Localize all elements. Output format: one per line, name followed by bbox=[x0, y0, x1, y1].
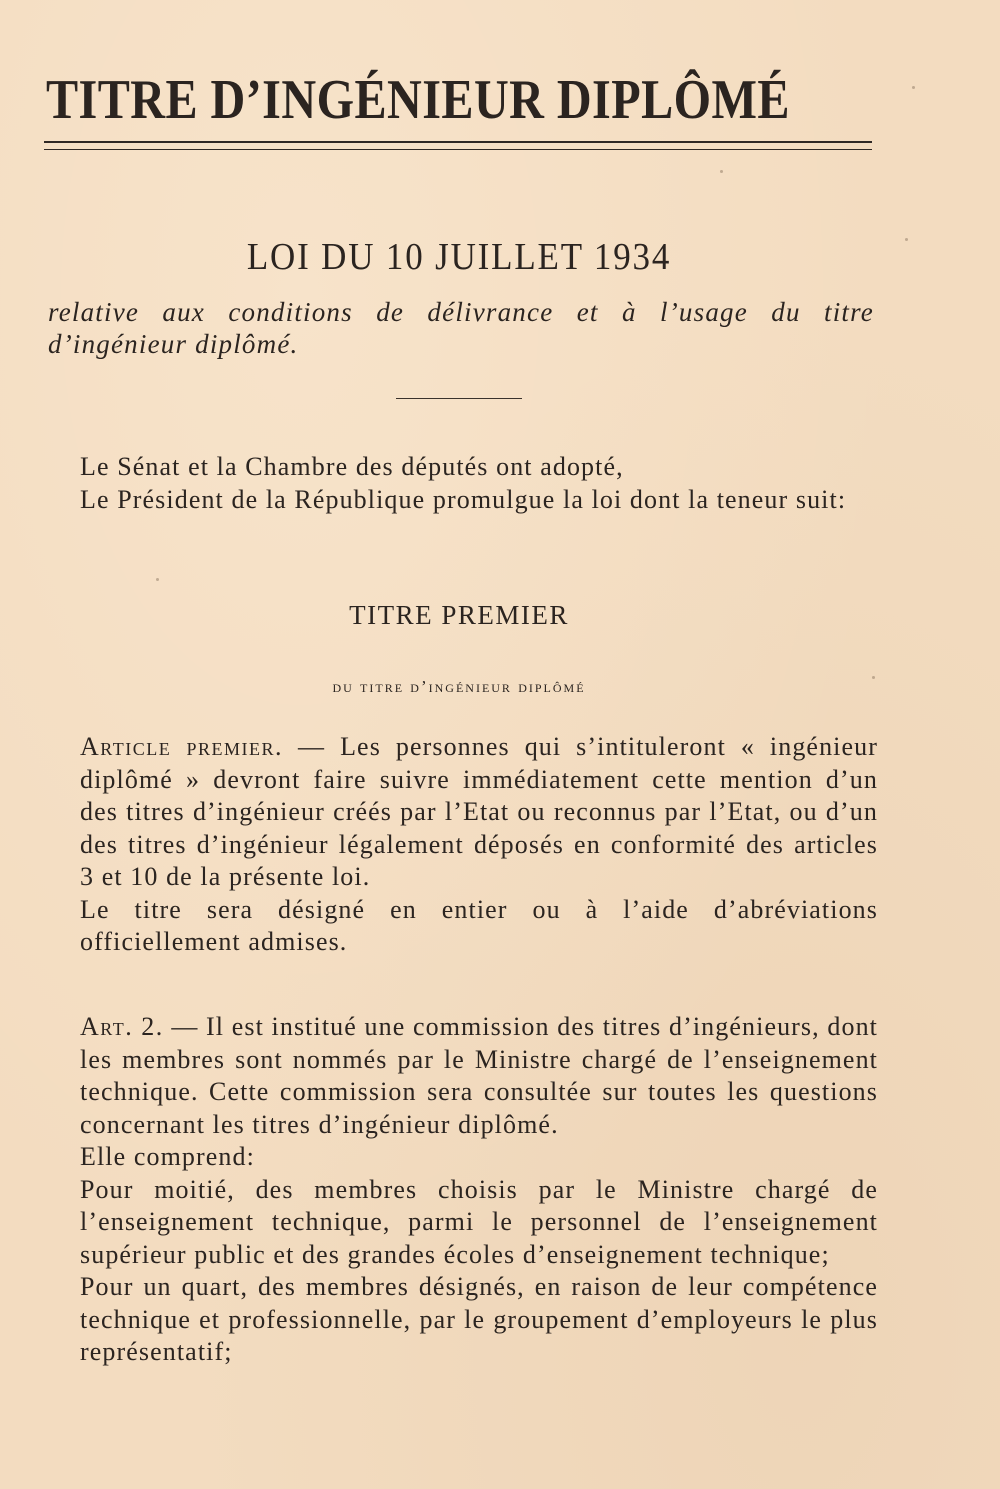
article-1-label: Article premier. bbox=[80, 732, 284, 761]
article-2-paragraph bbox=[48, 1011, 878, 1141]
article-2-label: Art. 2. bbox=[80, 1012, 164, 1041]
article-1 bbox=[48, 731, 878, 959]
article-2 bbox=[48, 1011, 878, 1369]
section-title: TITRE PREMIER bbox=[349, 600, 569, 630]
page-title: TITRE D’INGÉNIEUR DIPLÔMÉ bbox=[46, 69, 790, 131]
article-1-paragraph bbox=[48, 731, 878, 894]
article-1-paragraph-2: Le titre sera désigné en entier ou à l’aide d’abréviations officiellement admises. bbox=[80, 894, 878, 956]
article-2-paragraph-3: Pour moitié, des membres choisis par le Ministre chargé de l’enseignement technique, parmi le personnel de l’enseignement supérieur public et des grandes écoles d’enseignement technique; bbox=[80, 1174, 878, 1269]
law-subtitle: relative aux conditions de délivrance et à l’usage du titre d’ingénieur diplômé. bbox=[48, 297, 874, 359]
article-2-text: — Il est institué une commission des titres d’ingénieurs, dont les membres sont nommés par le Ministre chargé de l’enseignement technique. Cette commission sera consultée sur toutes les questions concernant les titres d’ingénieur diplômé. bbox=[80, 1012, 878, 1139]
preamble-line-2: Le Président de la République promulgue la loi dont la teneur suit: bbox=[80, 484, 847, 514]
law-heading: LOI DU 10 JUILLET 1934 bbox=[246, 236, 672, 278]
section-subtitle: du titre d’ingénieur diplômé bbox=[332, 677, 586, 696]
title-rule-thick bbox=[44, 141, 872, 143]
preamble-line-1: Le Sénat et la Chambre des députés ont adopté, bbox=[80, 452, 624, 481]
article-1-text: — Les personnes qui s’intituleront « ingénieur diplômé » devront faire suivre immédiatement cette mention d’un des titres d’ingénieur créés par l’Etat ou reconnus par l’Etat, ou d’un des titres d’ingénieur légalement déposés en conformité des articles 3 et 10 de la présente loi. bbox=[80, 732, 878, 891]
title-rule-thin bbox=[44, 149, 872, 150]
section-divider bbox=[396, 398, 522, 399]
preamble bbox=[48, 451, 878, 516]
paper-speck bbox=[912, 86, 915, 89]
paper-speck bbox=[720, 170, 723, 173]
article-2-paragraph-4: Pour un quart, des membres désignés, en raison de leur compétence technique et professionnelle, par le groupement d’employeurs le plus représentatif; bbox=[80, 1272, 878, 1366]
article-2-paragraph-2: Elle comprend: bbox=[80, 1142, 255, 1171]
paper-speck bbox=[905, 238, 908, 241]
paper-speck bbox=[872, 676, 875, 679]
paper-speck bbox=[156, 578, 159, 581]
